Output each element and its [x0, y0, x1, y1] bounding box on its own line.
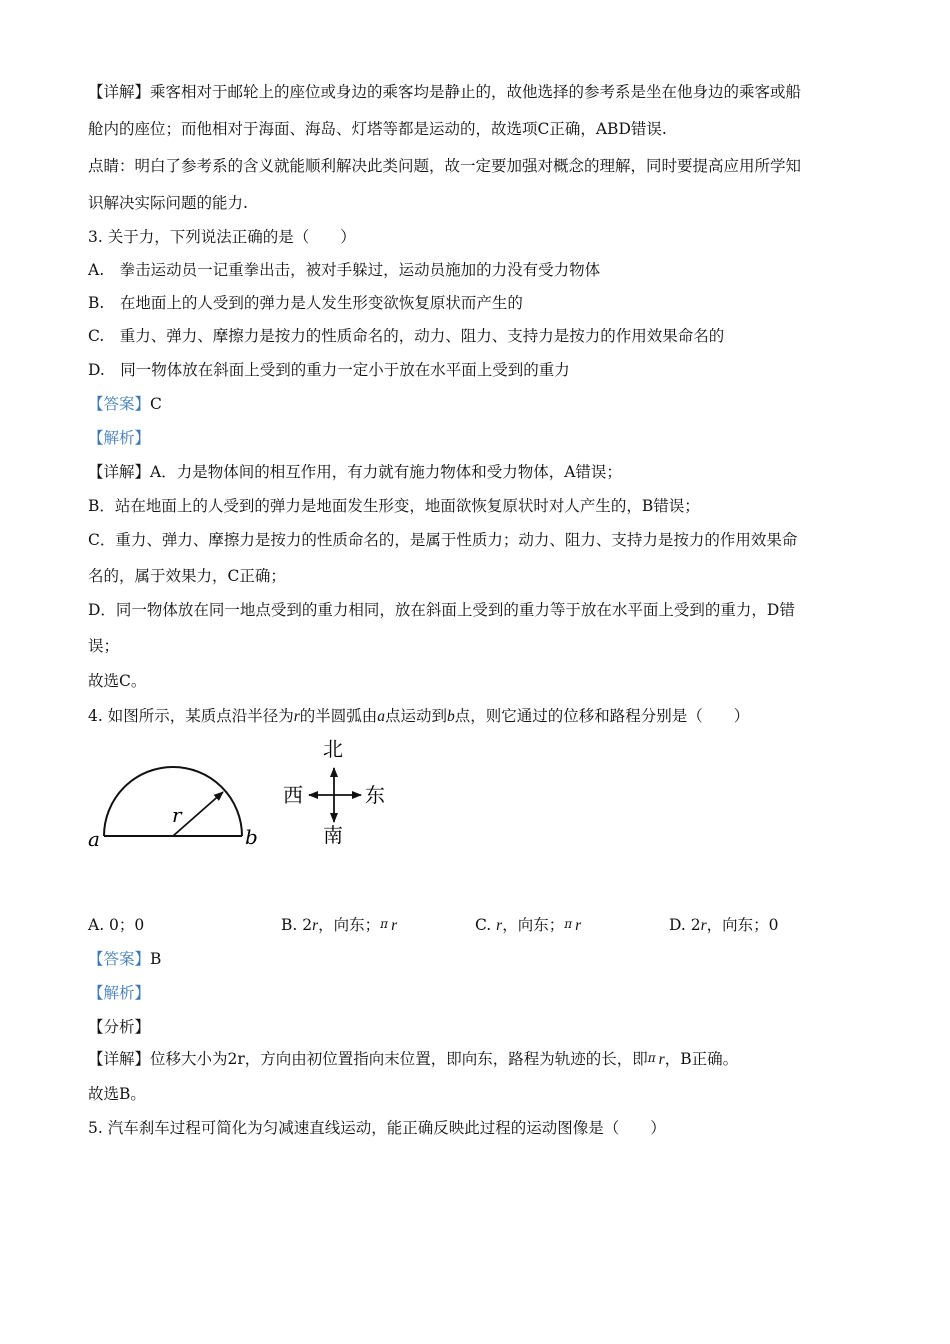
point-b-label: b — [245, 825, 258, 849]
text-line: 【详解】乘客相对于邮轮上的座位或身边的乘客均是静止的，故他选择的参考系是坐在他身边的乘客或船 — [88, 83, 802, 101]
r-symbol: r — [391, 917, 398, 934]
answer-label: 【答案】 — [88, 395, 151, 413]
r-symbol: r — [496, 917, 503, 934]
q4-option-b — [281, 913, 397, 935]
r-symbol: r — [575, 917, 582, 934]
point-a-label: a — [88, 827, 100, 851]
answer-value: B — [150, 950, 162, 968]
analysis-label: 【解析】 — [88, 429, 151, 447]
q4-point-b: b — [447, 708, 455, 725]
pi-symbol: π — [564, 917, 573, 931]
explain-text: 【详解】位移大小为2r，方向由初位置指向末位置，即向东，路程为轨迹的长，即 — [88, 1050, 648, 1068]
opt-text: ，向东； — [502, 916, 565, 934]
east-label: 东 — [365, 783, 385, 807]
option-d: D. 同一物体放在斜面上受到的重力一定小于放在水平面上受到的重力 — [88, 361, 570, 379]
answer-value: C — [150, 395, 162, 413]
r-symbol: r — [658, 1051, 665, 1068]
text-line: C．重力、弹力、摩擦力是按力的性质命名的，是属于性质力；动力、阻力、支持力是按力的作用效果命 — [88, 531, 798, 549]
answer-line — [88, 947, 161, 969]
opt-text: D. 2 — [669, 916, 701, 934]
opt-text: ，向东； — [318, 916, 381, 934]
q4-text: 的半圆弧由 — [299, 707, 378, 725]
q4-point-a: a — [377, 708, 386, 725]
answer-line — [88, 392, 162, 414]
r-symbol: r — [700, 917, 707, 934]
text-line: B．站在地面上的人受到的弹力是地面发生形变，地面欲恢复原状时对人产生的，B错误； — [88, 497, 700, 515]
opt-text: B. 2 — [281, 916, 313, 934]
opt-text: C. — [475, 916, 492, 934]
semicircle-figure — [80, 738, 400, 863]
question-5: 5. 汽车刹车过程可简化为匀减速直线运动，能正确反映此过程的运动图像是（ ） — [88, 1119, 666, 1137]
text-line — [88, 1047, 738, 1069]
text-line: 故选C。 — [88, 672, 147, 690]
opt-text: ，向东；0 — [706, 916, 779, 934]
question-4 — [88, 704, 749, 726]
text-line: 识解决实际问题的能力. — [88, 194, 248, 212]
option-a: A. 拳击运动员一记重拳出击，被对手躲过，运动员施加的力没有受力物体 — [88, 261, 601, 279]
answer-label: 【答案】 — [88, 950, 151, 968]
analysis-label: 【解析】 — [88, 984, 151, 1002]
text-line: 误； — [88, 637, 120, 655]
text-line: 点睛：明白了参考系的含义就能顺利解决此类问题，故一定要加强对概念的理解，同时要提高应用所学知 — [88, 157, 802, 175]
pi-symbol: π — [380, 917, 389, 931]
q4-option-d — [669, 913, 779, 935]
q4-radius: r — [293, 708, 300, 725]
text-line: 故选B。 — [88, 1085, 146, 1103]
north-label: 北 — [323, 738, 343, 761]
pi-symbol: π — [647, 1051, 656, 1065]
option-c: C. 重力、弹力、摩擦力是按力的性质命名的，动力、阻力、支持力是按力的作用效果命名的 — [88, 327, 725, 345]
q4-option-c — [475, 913, 581, 935]
text-line: 名的，属于效果力，C正确； — [88, 567, 286, 585]
radius-label: r — [172, 803, 182, 827]
option-b: B. 在地面上的人受到的弹力是人发生形变欲恢复原状而产生的 — [88, 294, 523, 312]
r-symbol: r — [312, 917, 319, 934]
fenxi-label: 【分析】 — [88, 1018, 151, 1036]
question-3: 3. 关于力，下列说法正确的是（ ） — [88, 228, 356, 246]
text-line: 舱内的座位；而他相对于海面、海岛、灯塔等都是运动的，故选项C正确，ABD错误. — [88, 120, 667, 138]
west-label: 西 — [283, 783, 303, 807]
south-label: 南 — [323, 823, 343, 847]
q4-option-a: A. 0；0 — [88, 916, 145, 934]
q4-text: 点运动到 — [385, 707, 448, 725]
explain-text: ，B正确。 — [664, 1050, 739, 1068]
q4-text: 4. 如图所示，某质点沿半径为 — [88, 707, 294, 725]
text-line: 【详解】A．力是物体间的相互作用，有力就有施力物体和受力物体，A错误； — [88, 463, 622, 481]
q4-text: 点，则它通过的位移和路程分别是（ ） — [454, 707, 750, 725]
text-line: D．同一物体放在同一地点受到的重力相同，放在斜面上受到的重力等于放在水平面上受到的重力，D错 — [88, 601, 795, 619]
